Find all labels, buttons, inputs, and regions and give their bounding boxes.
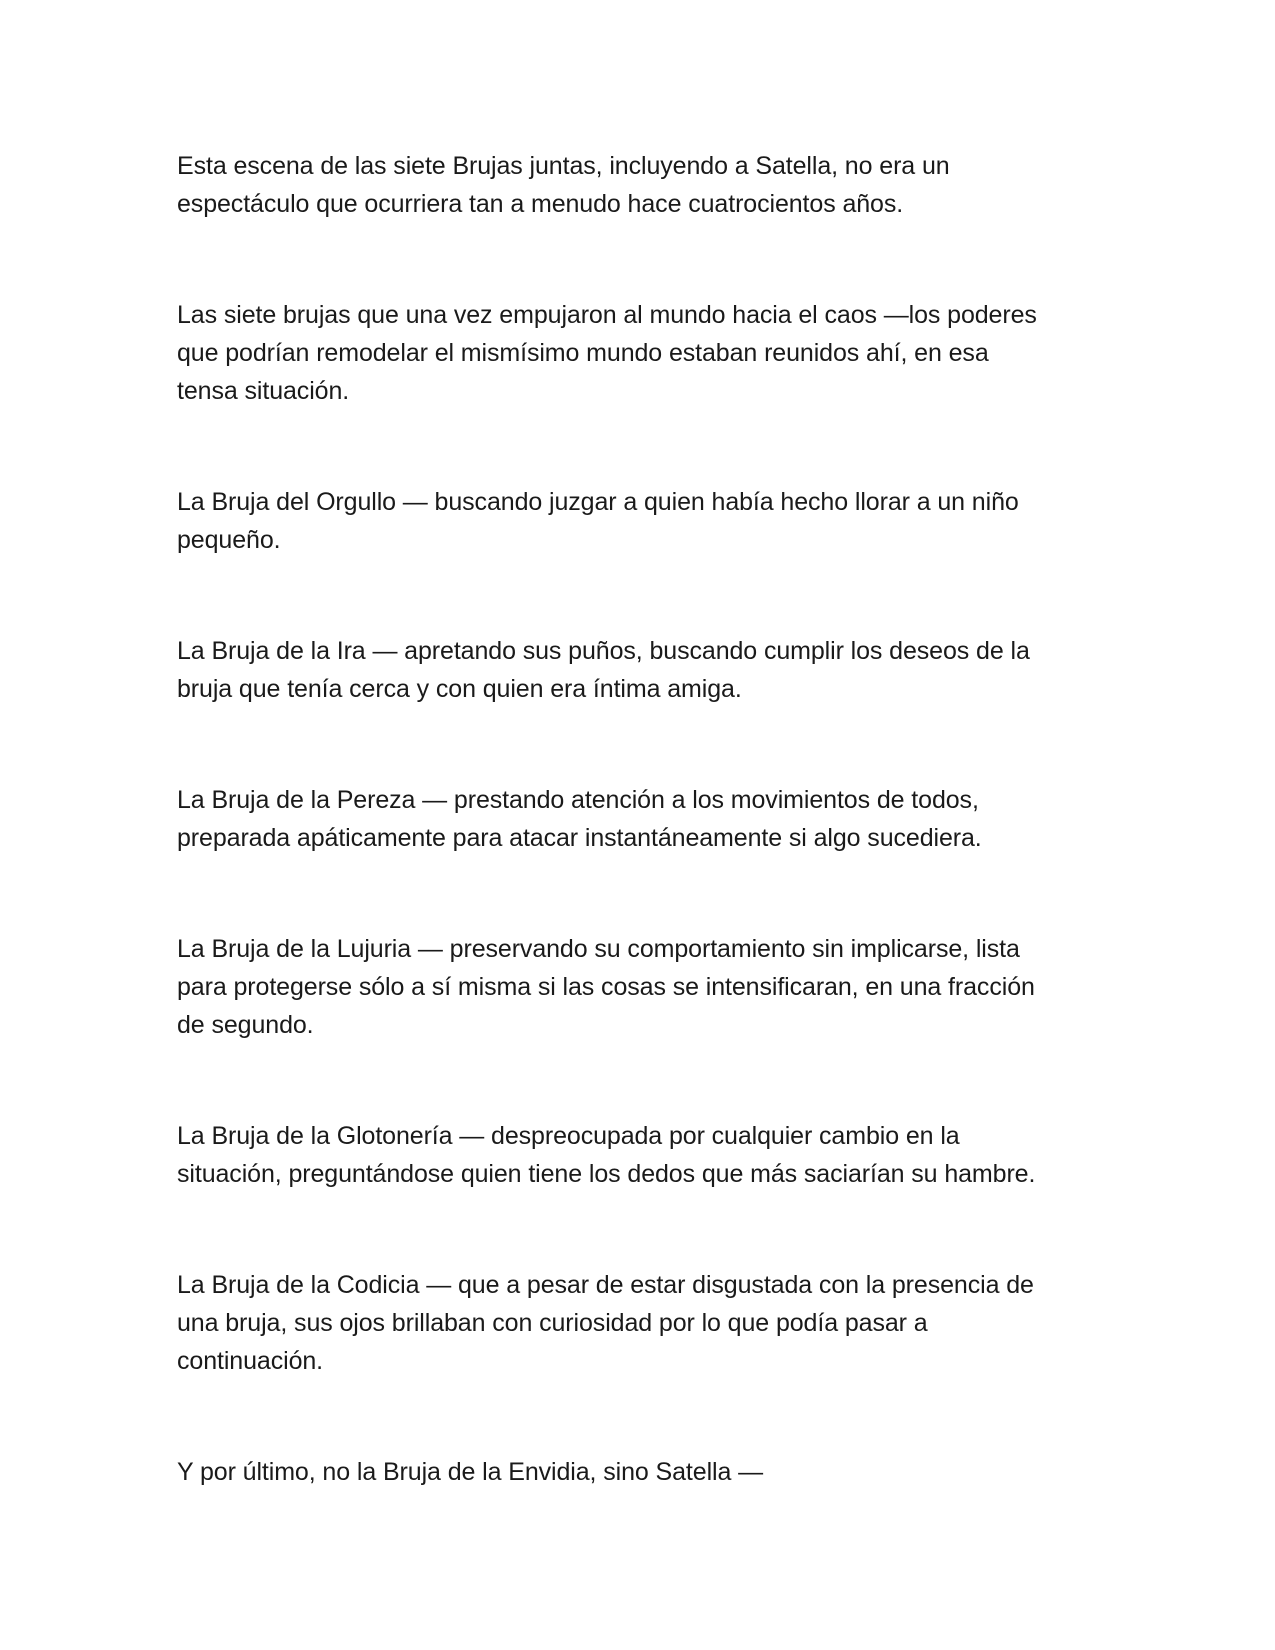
text-line: bruja que tenía cerca y con quien era íntima amiga. (177, 675, 742, 703)
paragraph-4 (177, 632, 1117, 708)
text-line: preparada apáticamente para atacar instantáneamente si algo sucediera. (177, 824, 982, 852)
text-line: La Bruja de la Pereza — prestando atención a los movimientos de todos, (177, 786, 979, 814)
text-line: La Bruja del Orgullo — buscando juzgar a quien había hecho llorar a un niño (177, 488, 1019, 516)
paragraph-2 (177, 296, 1117, 410)
paragraph-9 (177, 1453, 1117, 1491)
text-line: de segundo. (177, 1011, 314, 1039)
text-line: tensa situación. (177, 377, 350, 405)
text-line: pequeño. (177, 526, 281, 554)
text-line: La Bruja de la Glotonería — despreocupada por cualquier cambio en la (177, 1122, 960, 1150)
text-line: La Bruja de la Codicia — que a pesar de estar disgustada con la presencia de (177, 1271, 1034, 1299)
text-line: Esta escena de las siete Brujas juntas, incluyendo a Satella, no era un (177, 152, 950, 180)
text-line: una bruja, sus ojos brillaban con curiosidad por lo que podía pasar a (177, 1309, 928, 1337)
text-line: La Bruja de la Lujuria — preservando su comportamiento sin implicarse, lista (177, 935, 1020, 963)
paragraph-3 (177, 483, 1117, 559)
text-line: que podrían remodelar el mismísimo mundo estaban reunidos ahí, en esa (177, 339, 989, 367)
paragraph-8 (177, 1266, 1117, 1380)
paragraph-1 (177, 147, 1117, 223)
text-line: continuación. (177, 1347, 324, 1375)
text-line: Las siete brujas que una vez empujaron al mundo hacia el caos —los poderes (177, 301, 1037, 329)
text-line: La Bruja de la Ira — apretando sus puños, buscando cumplir los deseos de la (177, 637, 1030, 665)
text-line: Y por último, no la Bruja de la Envidia, sino Satella — (177, 1458, 764, 1486)
text-line: para protegerse sólo a sí misma si las cosas se intensificaran, en una fracción (177, 973, 1035, 1001)
paragraph-7 (177, 1117, 1117, 1193)
paragraph-5 (177, 781, 1117, 857)
text-line: espectáculo que ocurriera tan a menudo hace cuatrocientos años. (177, 190, 904, 218)
paragraph-6 (177, 930, 1117, 1044)
text-line: situación, preguntándose quien tiene los dedos que más saciarían su hambre. (177, 1160, 1036, 1188)
